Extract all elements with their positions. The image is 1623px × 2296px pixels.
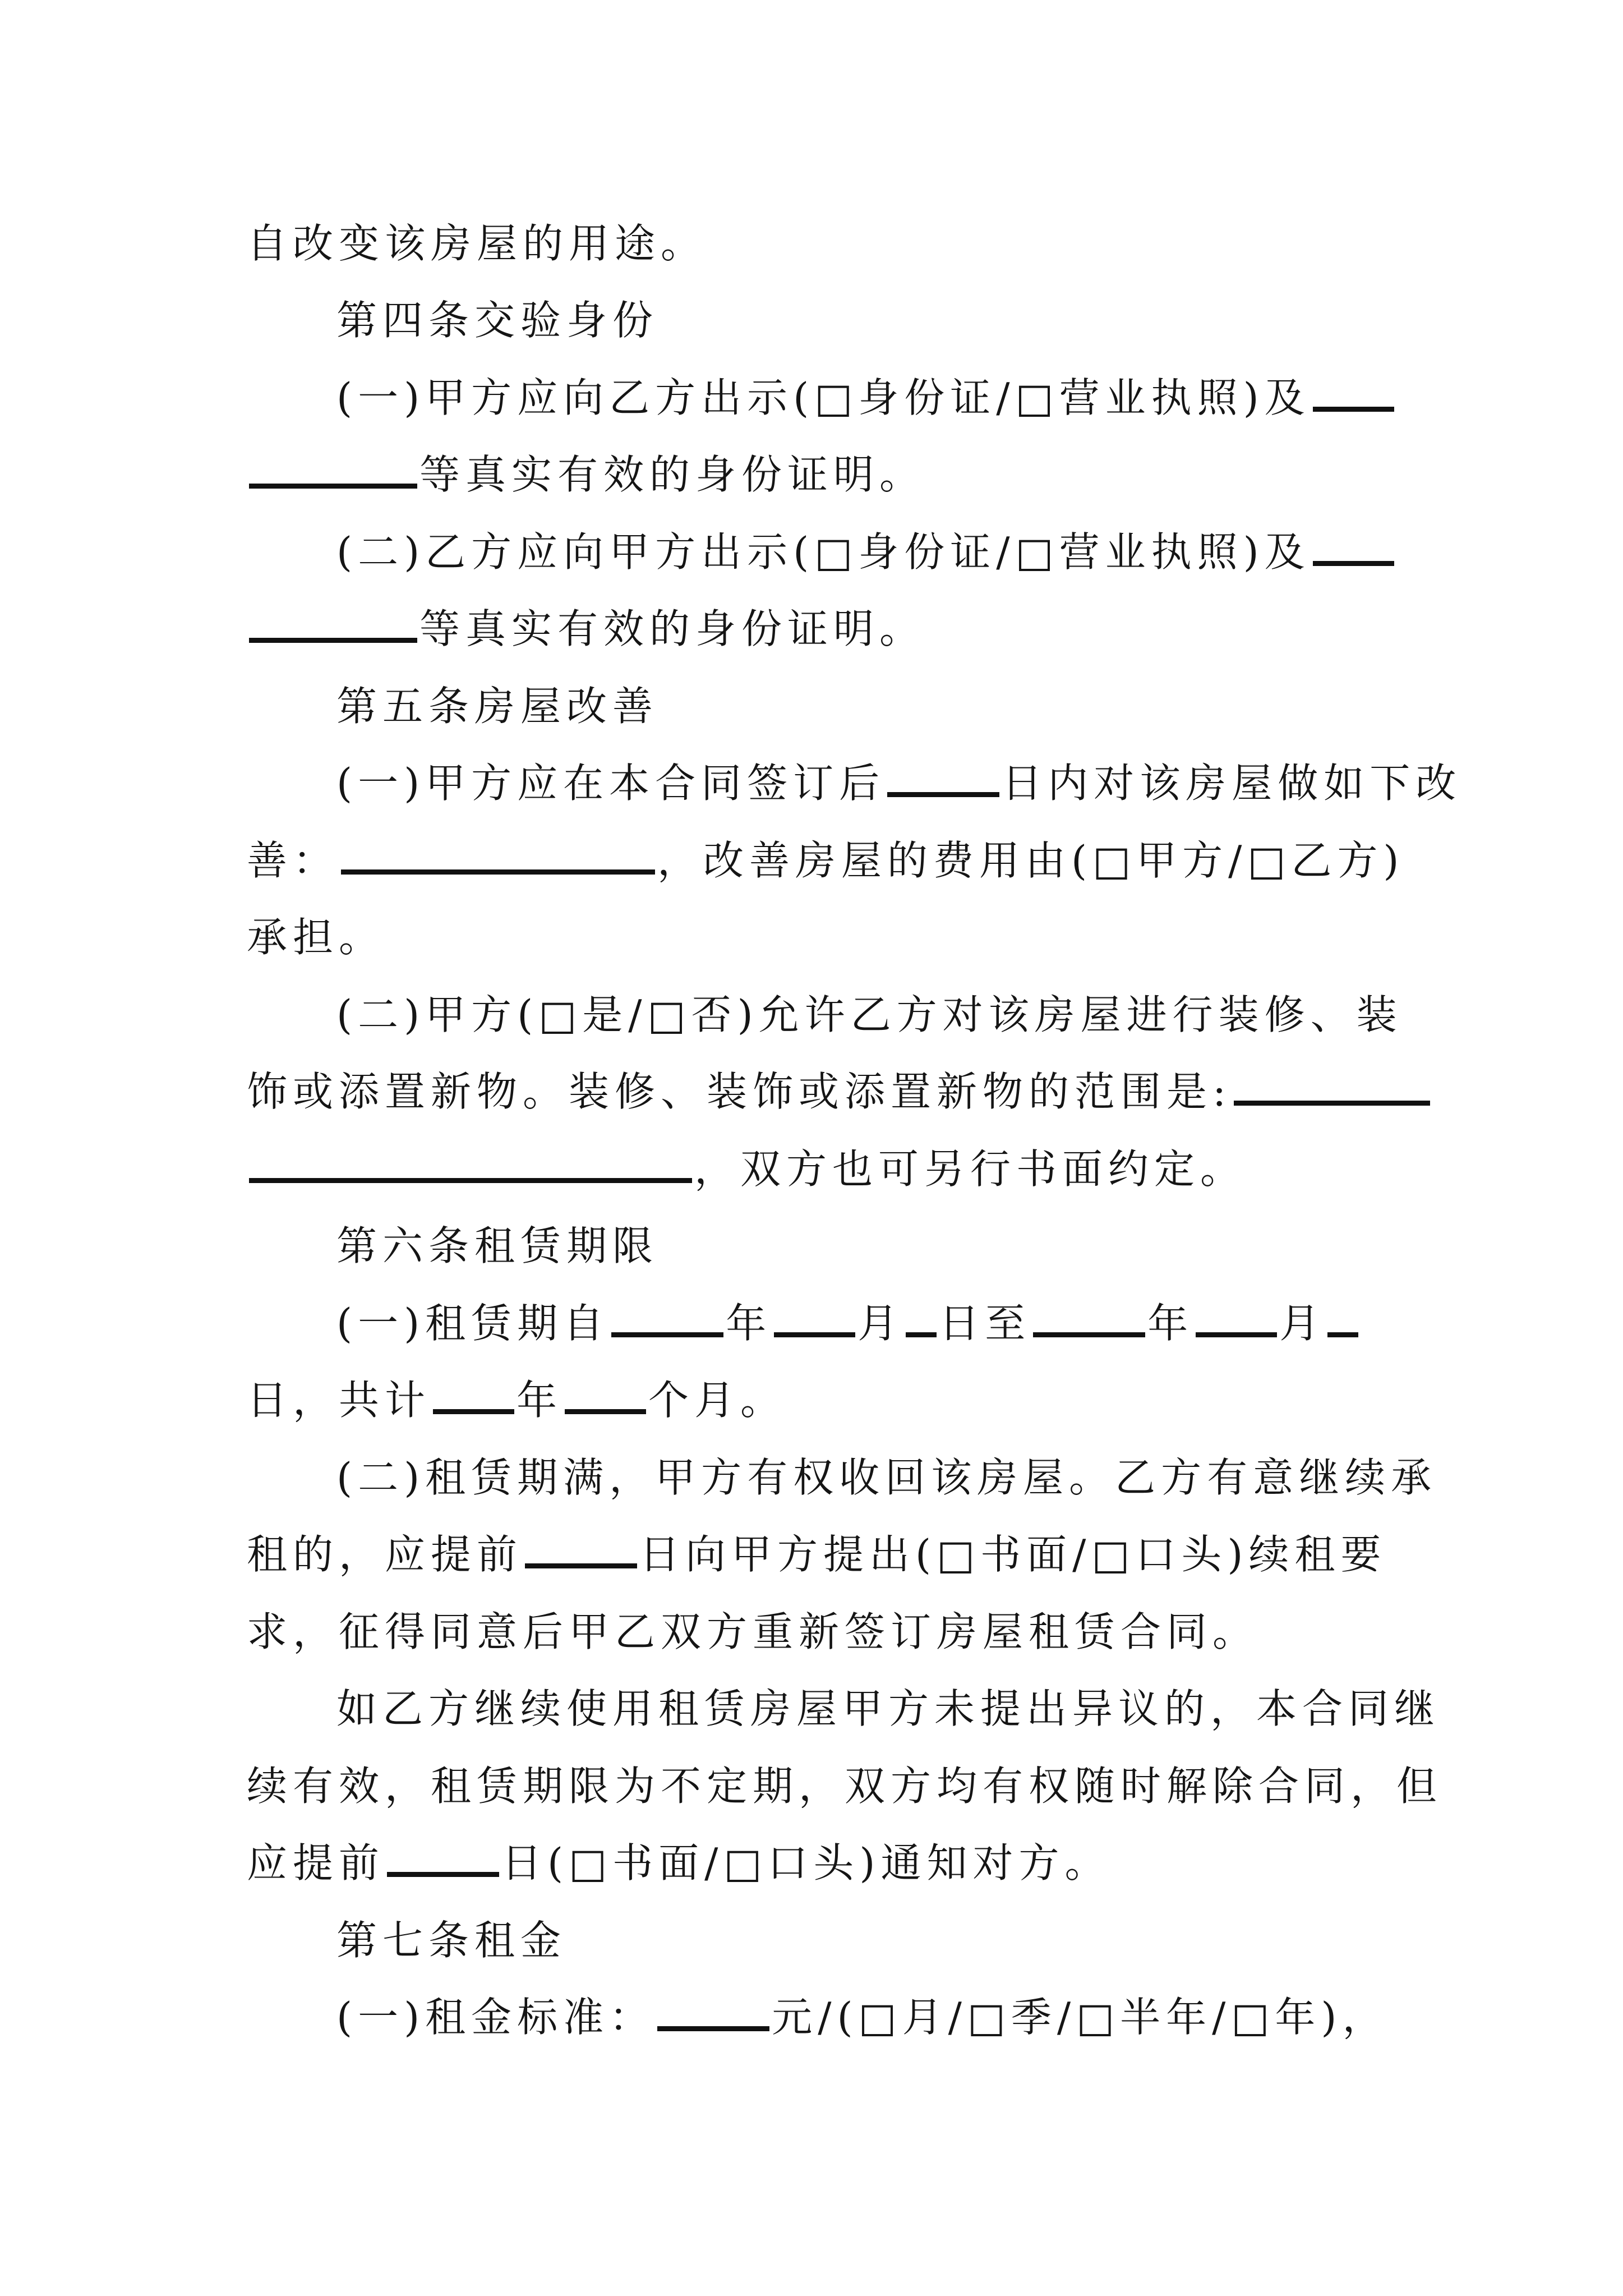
text-segment: 第四条交验身份 <box>336 297 659 344</box>
fill-in-blank[interactable] <box>1313 561 1394 566</box>
text-segment: 第五条房屋改善 <box>336 683 659 730</box>
text-line <box>336 1454 1437 1501</box>
text-segment: ，双方也可另行书面约定。 <box>694 1145 1247 1193</box>
text-segment: 等真实有效的身份证明。 <box>419 605 926 652</box>
text-segment: 饰或添置新物。装修、装饰或添置新物的范围是: <box>247 1068 1232 1115</box>
fill-in-blank[interactable] <box>657 2026 769 2031</box>
text-segment: 日，共计 <box>247 1377 431 1424</box>
section-heading-article-4 <box>336 297 659 344</box>
fill-in-blank[interactable] <box>525 1563 637 1568</box>
text-segment: 元/(□月/□季/□半年/□年)， <box>772 1994 1389 2041</box>
text-line <box>336 991 1403 1038</box>
fill-in-blank[interactable] <box>887 792 999 797</box>
text-segment: (二)乙方应向甲方出示(□身份证/□营业执照)及 <box>336 528 1311 576</box>
text-segment: 个月。 <box>648 1377 787 1424</box>
text-segment: 如乙方继续使用租赁房屋甲方未提出异议的，本合同继 <box>336 1685 1441 1732</box>
text-segment: ，改善房屋的费用由(□甲方/□乙方) <box>657 837 1405 884</box>
text-segment: 求，征得同意后甲乙双方重新签订房屋租赁合同。 <box>247 1608 1259 1655</box>
fill-in-blank[interactable] <box>611 1332 723 1337</box>
text-segment: (一)甲方应向乙方出示(□身份证/□营业执照)及 <box>336 374 1311 421</box>
section-heading-article-7 <box>336 1917 567 1964</box>
text-line <box>247 914 385 961</box>
fill-in-blank[interactable] <box>249 1178 692 1183</box>
text-line <box>247 451 926 498</box>
fill-in-blank[interactable] <box>387 1872 499 1877</box>
text-line <box>247 220 707 267</box>
text-segment: 自改变该房屋的用途。 <box>247 220 707 267</box>
text-segment: 第六条租赁期限 <box>336 1222 659 1269</box>
text-line <box>247 605 926 652</box>
text-segment: 续有效，租赁期限为不定期，双方均有权随时解除合同，但 <box>247 1763 1443 1810</box>
text-segment: (一)租赁期自 <box>336 1300 610 1347</box>
text-line <box>247 1608 1259 1655</box>
text-segment: 日内对该房屋做如下改 <box>1002 760 1462 807</box>
fill-in-blank[interactable] <box>341 869 655 875</box>
text-segment: 租的，应提前 <box>247 1531 523 1578</box>
text-segment: (一)甲方应在本合同签订后 <box>336 760 886 807</box>
text-line <box>336 1300 1361 1347</box>
text-segment: 日向甲方提出(□书面/□口头)续租要 <box>639 1531 1387 1578</box>
fill-in-blank[interactable] <box>1196 1332 1277 1337</box>
text-line <box>247 1531 1387 1578</box>
fill-in-blank[interactable] <box>1327 1332 1358 1337</box>
text-line <box>247 1377 787 1424</box>
text-segment: 年 <box>1147 1300 1194 1347</box>
text-segment: 应提前 <box>247 1839 385 1887</box>
text-line <box>336 528 1396 576</box>
text-segment: (二)租赁期满，甲方有权收回该房屋。乙方有意继续承 <box>336 1454 1437 1501</box>
fill-in-blank[interactable] <box>249 638 417 643</box>
text-segment: 月 <box>857 1300 904 1347</box>
text-line <box>247 1068 1432 1115</box>
section-heading-article-6 <box>336 1222 659 1269</box>
fill-in-blank[interactable] <box>565 1409 646 1414</box>
text-line <box>247 837 1405 884</box>
text-line <box>336 760 1462 807</box>
text-segment: 善： <box>247 837 339 884</box>
text-segment: 等真实有效的身份证明。 <box>419 451 926 498</box>
text-segment: 日(□书面/□口头)通知对方。 <box>501 1839 1111 1887</box>
text-segment: 承担。 <box>247 914 385 961</box>
fill-in-blank[interactable] <box>1033 1332 1145 1337</box>
fill-in-blank[interactable] <box>906 1332 937 1337</box>
text-line <box>247 1145 1247 1193</box>
fill-in-blank[interactable] <box>433 1409 514 1414</box>
text-segment: (二)甲方(□是/□否)允许乙方对该房屋进行装修、装 <box>336 991 1403 1038</box>
text-line <box>247 1763 1443 1810</box>
fill-in-blank[interactable] <box>774 1332 855 1337</box>
text-segment: (一)租金标准： <box>336 1994 656 2041</box>
text-segment: 月 <box>1279 1300 1326 1347</box>
text-line <box>336 1994 1389 2041</box>
text-line <box>336 1685 1441 1732</box>
section-heading-article-5 <box>336 683 659 730</box>
text-line <box>336 374 1396 421</box>
text-segment: 年 <box>517 1377 563 1424</box>
text-segment: 日至 <box>939 1300 1031 1347</box>
text-segment: 第七条租金 <box>336 1917 567 1964</box>
text-line <box>247 1839 1111 1887</box>
text-segment: 年 <box>726 1300 772 1347</box>
fill-in-blank[interactable] <box>249 484 417 489</box>
fill-in-blank[interactable] <box>1234 1101 1430 1106</box>
fill-in-blank[interactable] <box>1313 407 1394 412</box>
